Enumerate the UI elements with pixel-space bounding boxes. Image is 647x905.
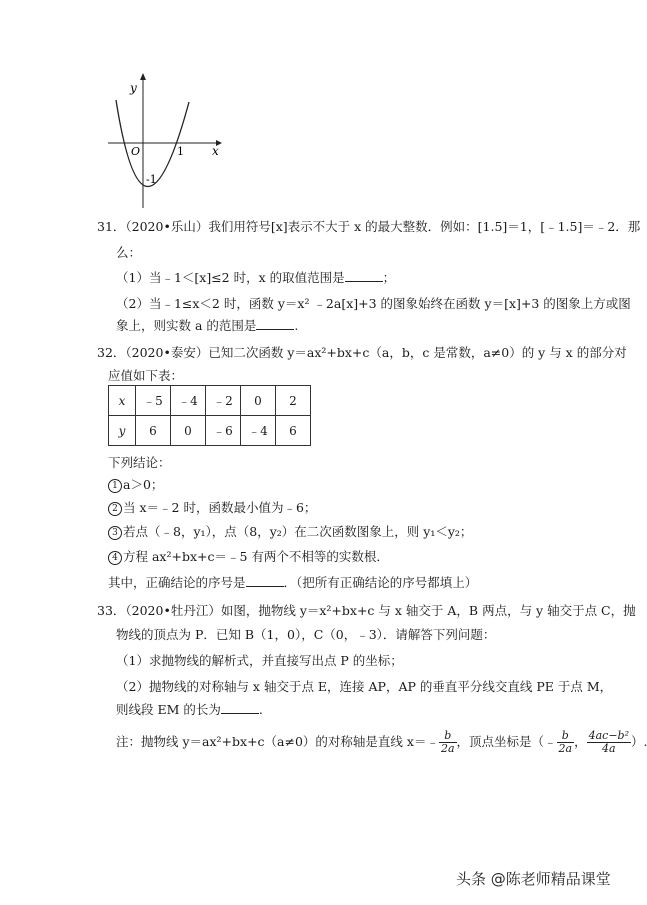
conclusion-4-text: 方程 ax²+bx+c＝﹣5 有两个不相等的实数根．: [123, 549, 389, 564]
q33-line1: 33．（2020•牡丹江）如图，抛物线 y＝x²+bx+c 与 x 轴交于 A，B 两点，与 y 轴交于点 C，抛: [97, 603, 636, 618]
q32-conclusion-1: [108, 477, 163, 493]
table-cell: 0: [241, 386, 276, 416]
parabola-graph: [100, 72, 230, 212]
circled-number-4: 4: [108, 551, 122, 565]
q31-line5: [116, 318, 298, 334]
circled-number-2: 2: [108, 502, 122, 516]
note-text-b: ，顶点坐标是（﹣: [456, 734, 557, 749]
conclusion-3-text: 若点（﹣8，y₁），点（8，y₂）在二次函数图象上，则 y₁＜y₂；: [123, 524, 473, 539]
table-cell: ﹣4: [171, 386, 206, 416]
one-label: 1: [177, 145, 184, 158]
frac3-denominator: 4a: [602, 742, 616, 755]
q33-line5: [116, 702, 263, 718]
neg-one-label: -1: [146, 173, 157, 186]
q31-part2-text: 象上，则实数 a 的范围是: [116, 318, 257, 333]
q33-note: [116, 728, 647, 756]
table-cell: ﹣4: [241, 416, 276, 446]
frac1-numerator: b: [439, 730, 457, 743]
q31-line4: （2）当﹣1≤x＜2 时，函数 y＝x² ﹣2a[x]+3 的图象始终在函数 y＝[x]+3 的图象上方或图: [116, 296, 631, 311]
y-axis-label: y: [130, 81, 137, 95]
circled-number-3: 3: [108, 526, 122, 540]
q32-conclusions-label: 下列结论：: [108, 455, 171, 470]
frac3-numerator: 4ac−b²: [588, 729, 629, 742]
q31-line2: 么：: [116, 245, 142, 260]
q31-part1-text: （1）当﹣1＜[x]≤2 时，x 的取值范围是: [116, 270, 345, 285]
note-text-a: 注：抛物线 y＝ax²+bx+c（a≠0）的对称轴是直线 x＝﹣: [116, 734, 439, 749]
fraction-b-over-2a-vertex: [557, 730, 575, 755]
q31-line1: 31．（2020•乐山）我们用符号[x]表示不大于 x 的最大整数．例如：[1.5]＝1，[﹣1.5]＝﹣2．那: [97, 219, 641, 234]
q33-answer-blank[interactable]: [221, 702, 259, 714]
table-cell: ﹣2: [206, 386, 241, 416]
q33-line4: （2）抛物线的对称轴与 x 轴交于点 E，连接 AP，AP 的垂直平分线交直线 PE 于点 M，: [116, 679, 613, 694]
fraction-vertex-y: [587, 730, 631, 755]
table-cell: ﹣5: [136, 386, 171, 416]
watermark-text: 头条 @陈老师精品课堂: [456, 870, 611, 888]
q31-answer-blank-1[interactable]: [345, 270, 383, 282]
table-cell: 0: [171, 416, 206, 446]
q32-answer-blank[interactable]: [246, 575, 284, 587]
q31-part2-end: .: [294, 318, 299, 333]
q33-line3: （1）求抛物线的解析式，并直接写出点 P 的坐标；: [116, 653, 403, 668]
q33-part2-text: 则线段 EM 的长为: [116, 702, 221, 717]
q32-final-text: 其中，正确结论的序号是: [108, 575, 246, 590]
q31-line3: [116, 270, 395, 286]
q32-final-end: ．（把所有正确结论的序号都填上）: [283, 575, 478, 590]
frac2-denominator: 2a: [558, 742, 573, 755]
frac1-denominator: 2a: [440, 742, 455, 755]
q31-part1-end: ；: [382, 270, 396, 285]
q33-line2: 物线的顶点为 P．已知 B（1，0），C（0，﹣3）．请解答下列问题：: [116, 627, 496, 642]
origin-label: O: [131, 145, 141, 158]
frac2-numerator: b: [557, 730, 575, 743]
table-header-y: y: [109, 416, 136, 446]
q33-part2-end: .: [258, 702, 263, 717]
y-axis-arrow: [140, 73, 146, 80]
value-table: [108, 385, 311, 446]
q32-conclusion-3: [108, 524, 472, 540]
table-row-y: [109, 416, 311, 446]
table-cell: 2: [276, 386, 311, 416]
conclusion-1-text: a＞0；: [123, 477, 164, 492]
q32-final-line: [108, 575, 477, 591]
q32-conclusion-2: [108, 500, 316, 516]
note-text-d: ）.: [631, 734, 647, 749]
note-text-c: ，: [574, 734, 587, 749]
q32-line1: 32．（2020•泰安）已知二次函数 y＝ax²+bx+c（a，b，c 是常数，a≠0）的 y 与 x 的部分对: [97, 345, 627, 360]
table-header-x: x: [109, 386, 136, 416]
fraction-b-over-2a: [439, 730, 457, 755]
x-axis-label: x: [212, 144, 219, 158]
q31-answer-blank-2[interactable]: [256, 318, 294, 330]
table-cell: ﹣6: [206, 416, 241, 446]
circled-number-1: 1: [108, 479, 122, 493]
q32-line2: 应值如下表：: [108, 368, 184, 383]
table-row-x: [109, 386, 311, 416]
q32-conclusion-4: [108, 549, 389, 565]
conclusion-2-text: 当 x＝﹣2 时，函数最小值为﹣6；: [123, 500, 317, 515]
table-cell: 6: [136, 416, 171, 446]
table-cell: 6: [276, 416, 311, 446]
